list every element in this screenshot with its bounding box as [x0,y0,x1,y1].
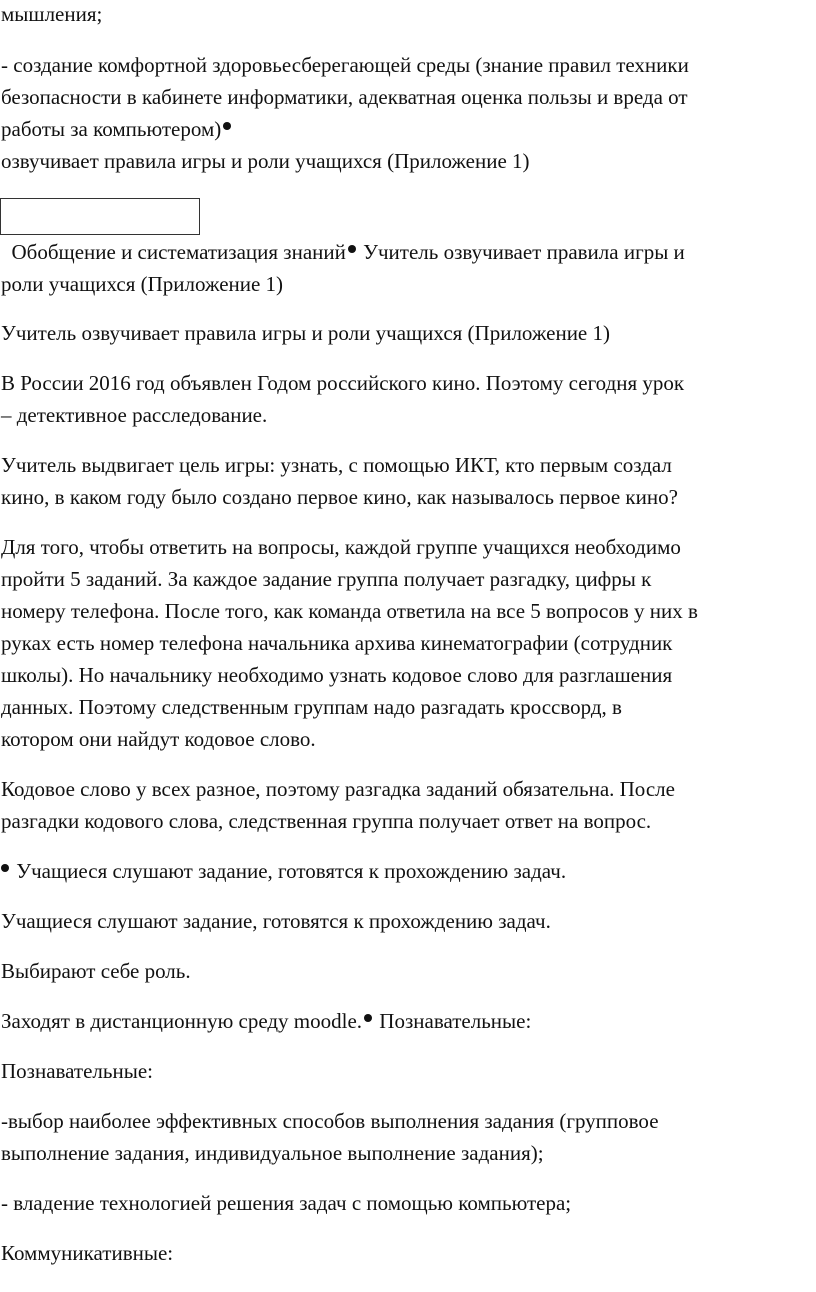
text-line: озвучивает правила игры и роли учащихся (Приложение 1) [1,149,530,173]
text-line: Познавательные: [1,1059,153,1083]
bullet-icon [223,122,231,130]
text-line: безопасности в кабинете информатики, адекватная оценка пользы и вреда от [1,85,688,109]
text-line: - создание комфортной здоровьесберегающей среды (знание правил техники [1,53,689,77]
text-line [1,114,233,145]
text-line: номеру телефона. После того, как команда ответила на все 5 вопросов у них в [1,599,698,623]
text-line: пройти 5 заданий. За каждое задание группа получает разгадку, цифры к [1,567,652,591]
text-line: мышления; [1,2,103,26]
text-line: Для того, чтобы ответить на вопросы, каждой группе учащихся необходимо [1,535,681,559]
bullet-icon [1,864,9,872]
text-line: выполнение задания, индивидуальное выполнение задания); [1,1141,544,1165]
text-line: Коммуникативные: [1,1241,174,1265]
text-fragment: Учитель озвучивает правила игры и [357,240,685,264]
text-line: руках есть номер телефона начальника архива кинематографии (сотрудник [1,631,673,655]
text-line [1,856,566,887]
text-line: Кодовое слово у всех разное, поэтому разгадка заданий обязательна. После [1,777,675,801]
bullet-icon [348,245,356,253]
text-line: Выбирают себе роль. [1,959,191,983]
text-line: роли учащихся (Приложение 1) [1,272,284,296]
text-line: – детективное расследование. [1,403,268,427]
text-fragment: Заходят в дистанционную среду moodle. [1,1009,363,1033]
text-line: котором они найдут кодовое слово. [1,727,316,751]
text-fragment: Обобщение и систематизация знаний [1,240,346,264]
text-line: кино, в каком году было создано первое кино, как называлось первое кино? [1,485,678,509]
text-line: школы). Но начальнику необходимо узнать кодовое слово для разглашения [1,663,673,687]
text-fragment: Учащиеся слушают задание, готовятся к прохождению задач. [11,859,567,883]
empty-table-cell [0,198,200,235]
text-fragment: Познавательные: [374,1009,532,1033]
text-line: -выбор наиболее эффективных способов выполнения задания (групповое [1,1109,659,1133]
text-line: - владение технологией решения задач с помощью компьютера; [1,1191,572,1215]
bullet-icon [364,1014,372,1022]
text-line: Учитель озвучивает правила игры и роли учащихся (Приложение 1) [1,321,610,345]
text-fragment: работы за компьютером) [1,117,222,141]
text-line [1,1006,531,1037]
text-line: данных. Поэтому следственным группам надо разгадать кроссворд, в [1,695,622,719]
text-line [1,237,685,268]
text-line: Учащиеся слушают задание, готовятся к прохождению задач. [1,909,551,933]
text-line: В России 2016 год объявлен Годом российского кино. Поэтому сегодня урок [1,371,685,395]
text-line: разгадки кодового слова, следственная группа получает ответ на вопрос. [1,809,652,833]
text-line: Учитель выдвигает цель игры: узнать, с помощью ИКТ, кто первым создал [1,453,672,477]
